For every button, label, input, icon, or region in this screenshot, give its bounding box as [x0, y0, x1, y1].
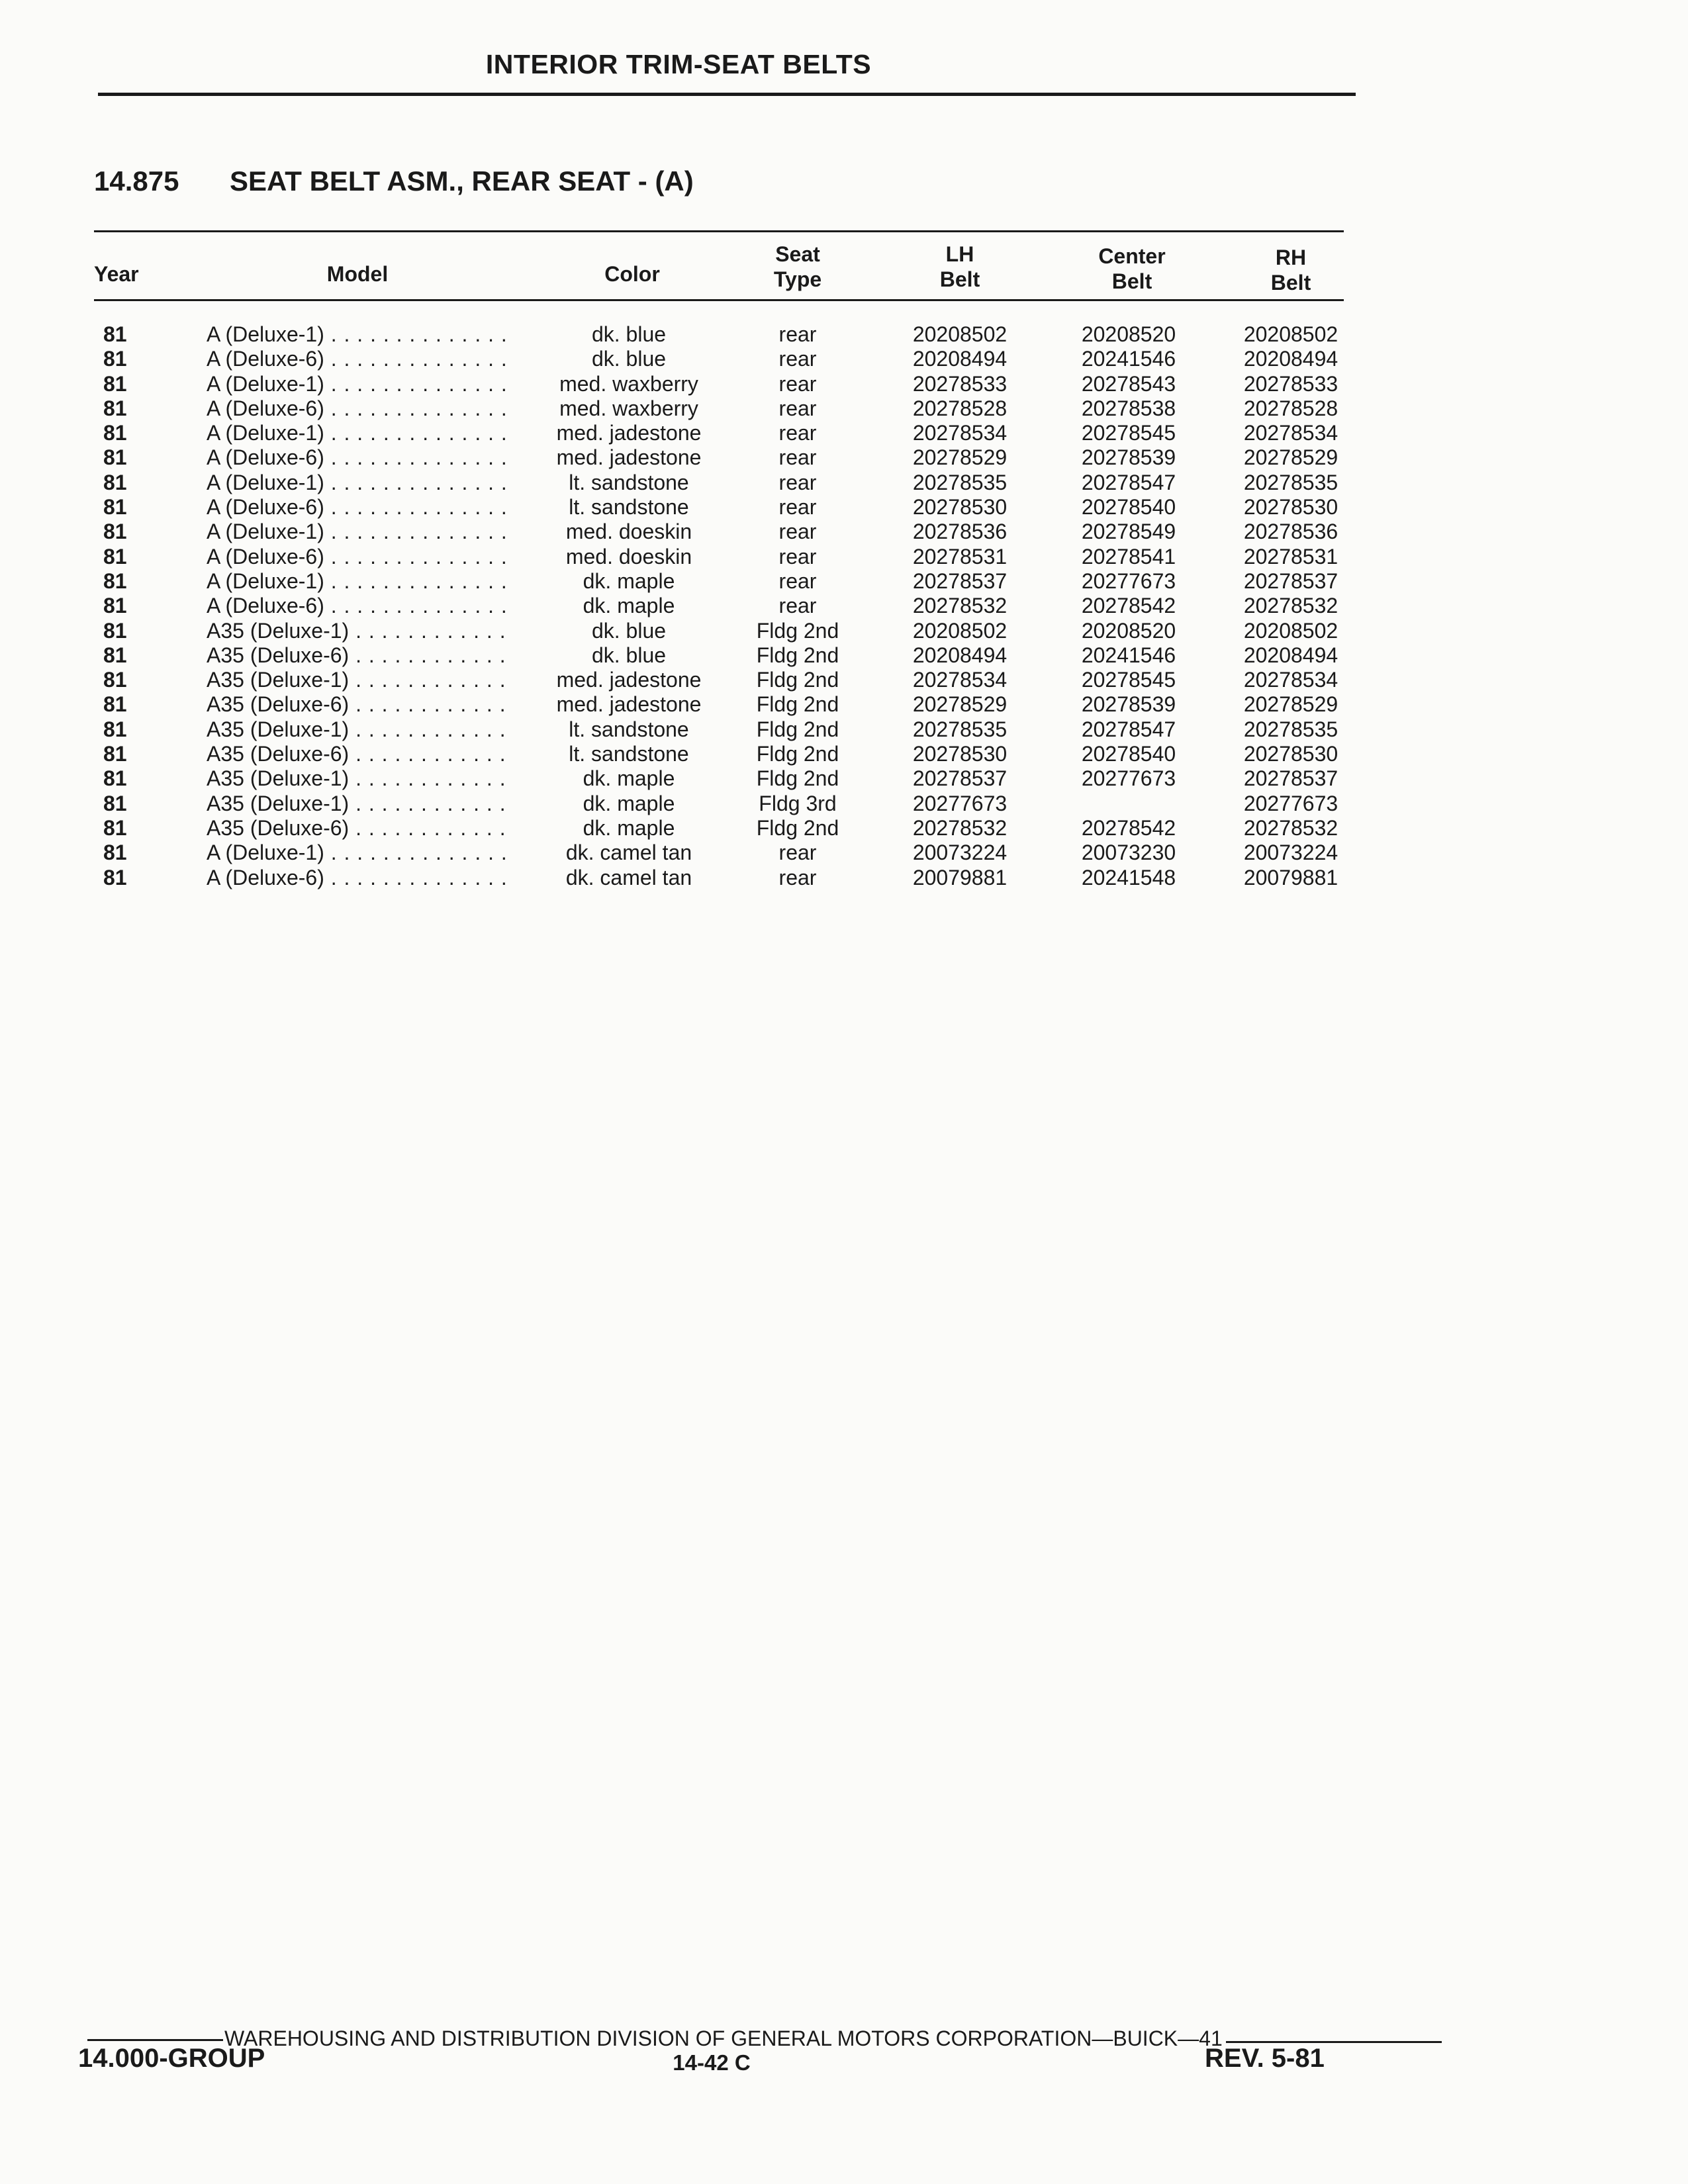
cell-lh-belt: 20208494: [912, 643, 1008, 667]
cell-lh-belt: 20277673: [912, 791, 1008, 815]
cell-rh-belt: 20278529: [1243, 692, 1338, 717]
cell-center-belt: 20278539: [1081, 445, 1176, 470]
cell-color: dk. blue: [591, 322, 667, 346]
cell-model: A (Deluxe-1) . . .: [207, 322, 511, 347]
table-row: [0, 322, 1688, 347]
cell-rh-belt: 20278529: [1243, 445, 1338, 470]
cell-center-belt: 20278542: [1081, 815, 1176, 840]
table-row: [0, 792, 1688, 816]
section-name: SEAT BELT ASM., REAR SEAT - (A): [230, 165, 694, 197]
cell-year: 81: [103, 569, 127, 593]
cell-model: A35 (Deluxe-6) . . .: [207, 643, 511, 668]
cell-model: A (Deluxe-6) . . .: [207, 594, 511, 618]
cell-year: 81: [103, 445, 127, 470]
cell-rh-belt: 20079881: [1243, 865, 1338, 889]
page-header: INTERIOR TRIM-SEAT BELTS: [485, 49, 872, 79]
table-row: [0, 841, 1688, 865]
cell-center-belt: 20241546: [1081, 347, 1176, 371]
cell-model: A (Deluxe-1) . . .: [207, 520, 511, 544]
col-header-color-label: Color: [604, 262, 660, 286]
cell-rh-belt: 20278528: [1243, 396, 1338, 420]
cell-lh-belt: 20278532: [912, 815, 1008, 840]
cell-rh-belt: 20278534: [1243, 668, 1338, 692]
footer-division: WAREHOUSING AND DISTRIBUTION DIVISION OF GENERAL MOTORS CORPORATION—BUICK—41: [224, 2026, 1223, 2050]
cell-model: A (Deluxe-6) . . .: [207, 545, 511, 569]
cell-center-belt: 20277673: [1081, 766, 1176, 791]
cell-lh-belt: 20278531: [912, 544, 1008, 569]
cell-seat-type: Fldg 2nd: [756, 643, 839, 667]
footer-dash-left: [87, 2039, 223, 2041]
cell-lh-belt: 20278533: [912, 371, 1008, 396]
cell-seat-type: rear: [778, 865, 817, 889]
col-header-color: [549, 261, 715, 287]
cell-seat-type: rear: [778, 347, 817, 371]
cell-center-belt: 20278543: [1081, 371, 1176, 396]
cell-rh-belt: 20278530: [1243, 742, 1338, 766]
col-header-model-label: Model: [326, 262, 389, 286]
cell-color: dk. maple: [583, 815, 675, 840]
section-title: [94, 165, 694, 197]
cell-model: A (Deluxe-1) . . .: [207, 372, 511, 396]
cell-color: lt. sandstone: [569, 717, 689, 741]
cell-rh-belt: 20208502: [1243, 322, 1338, 346]
table-row: [0, 471, 1688, 495]
cell-center-belt: 20278542: [1081, 594, 1176, 618]
table-row: [0, 643, 1688, 668]
cell-rh-belt: 20278532: [1243, 815, 1338, 840]
cell-lh-belt: 20278536: [912, 520, 1008, 544]
cell-lh-belt: 20073224: [912, 841, 1008, 865]
cell-model: A (Deluxe-6) . . .: [207, 445, 511, 470]
col-header-rh-belt: [1244, 245, 1337, 295]
cell-color: dk. camel tan: [565, 865, 692, 889]
table-row: [0, 766, 1688, 791]
cell-lh-belt: 20278537: [912, 766, 1008, 791]
cell-model: A (Deluxe-6) . . .: [207, 347, 511, 371]
cell-year: 81: [103, 470, 127, 494]
col-header-center-line2: Belt: [1111, 269, 1152, 293]
cell-color: med. jadestone: [556, 445, 702, 470]
cell-lh-belt: 20278532: [912, 594, 1008, 618]
cell-lh-belt: 20278528: [912, 396, 1008, 420]
cell-lh-belt: 20278529: [912, 445, 1008, 470]
cell-seat-type: Fldg 2nd: [756, 766, 839, 791]
cell-year: 81: [103, 618, 127, 643]
cell-year: 81: [103, 865, 127, 889]
cell-year: 81: [103, 371, 127, 396]
section-number: 14.875: [94, 165, 179, 197]
header-rule: [98, 93, 1356, 96]
cell-center-belt: 20278545: [1081, 668, 1176, 692]
cell-rh-belt: 20208494: [1243, 347, 1338, 371]
cell-lh-belt: 20278534: [912, 668, 1008, 692]
cell-rh-belt: 20278535: [1243, 470, 1338, 494]
table-row: [0, 545, 1688, 569]
cell-seat-type: rear: [778, 445, 817, 470]
table-row: [0, 668, 1688, 692]
table-top-rule: [94, 230, 1344, 232]
cell-seat-type: Fldg 2nd: [756, 742, 839, 766]
cell-seat-type: Fldg 2nd: [756, 815, 839, 840]
cell-seat-type: Fldg 2nd: [756, 668, 839, 692]
cell-center-belt: 20278540: [1081, 495, 1176, 520]
col-header-rh-line1: RH: [1275, 246, 1307, 269]
cell-seat-type: rear: [778, 371, 817, 396]
cell-center-belt: 20073230: [1081, 841, 1176, 865]
cell-year: 81: [103, 322, 127, 346]
table-row: [0, 619, 1688, 643]
cell-year: 81: [103, 594, 127, 618]
cell-year: 81: [103, 668, 127, 692]
cell-lh-belt: 20278537: [912, 569, 1008, 593]
cell-lh-belt: 20079881: [912, 865, 1008, 889]
cell-seat-type: Fldg 3rd: [759, 791, 837, 815]
cell-center-belt: 20278539: [1081, 692, 1176, 717]
cell-model: A35 (Deluxe-6) . . .: [207, 692, 511, 717]
cell-year: 81: [103, 692, 127, 717]
cell-center-belt: 20208520: [1081, 322, 1176, 346]
footer-division-line: [87, 2026, 1358, 2053]
cell-seat-type: rear: [778, 470, 817, 494]
cell-model: A (Deluxe-1) . . .: [207, 471, 511, 495]
cell-year: 81: [103, 815, 127, 840]
cell-year: 81: [103, 643, 127, 667]
cell-center-belt: 20278541: [1081, 544, 1176, 569]
table-row: [0, 445, 1688, 470]
col-header-lh-belt: [914, 242, 1006, 292]
cell-model: A35 (Deluxe-1) . . .: [207, 766, 511, 791]
cell-model: A (Deluxe-6) . . .: [207, 495, 511, 520]
col-header-seat-line1: Seat: [775, 242, 820, 266]
cell-rh-belt: 20278533: [1243, 371, 1338, 396]
cell-seat-type: Fldg 2nd: [756, 618, 839, 643]
cell-year: 81: [103, 544, 127, 569]
cell-rh-belt: 20208502: [1243, 618, 1338, 643]
cell-color: lt. sandstone: [569, 470, 689, 494]
parts-table-body: [0, 322, 1688, 890]
cell-seat-type: rear: [778, 322, 817, 346]
cell-model: A (Deluxe-6) . . .: [207, 866, 511, 890]
cell-color: dk. camel tan: [565, 841, 692, 865]
table-row: [0, 816, 1688, 841]
cell-model: A (Deluxe-1) . . .: [207, 841, 511, 865]
cell-seat-type: rear: [778, 495, 817, 520]
cell-rh-belt: 20277673: [1243, 791, 1338, 815]
cell-seat-type: rear: [778, 569, 817, 593]
cell-year: 81: [103, 421, 127, 445]
cell-lh-belt: 20278534: [912, 421, 1008, 445]
cell-model: A35 (Deluxe-6) . . .: [207, 742, 511, 766]
footer-dash-right: [1226, 2041, 1442, 2043]
table-row: [0, 347, 1688, 371]
footer-revision: REV. 5-81: [1205, 2044, 1325, 2073]
cell-rh-belt: 20278531: [1243, 544, 1338, 569]
cell-model: A (Deluxe-1) . . .: [207, 569, 511, 594]
table-row: [0, 520, 1688, 544]
cell-color: dk. maple: [583, 569, 675, 593]
cell-seat-type: Fldg 2nd: [756, 717, 839, 741]
cell-model: A (Deluxe-6) . . .: [207, 396, 511, 421]
cell-lh-belt: 20278529: [912, 692, 1008, 717]
cell-rh-belt: 20278530: [1243, 495, 1338, 520]
cell-rh-belt: 20073224: [1243, 841, 1338, 865]
table-row: [0, 866, 1688, 890]
col-header-year: [94, 261, 139, 287]
cell-lh-belt: 20278535: [912, 470, 1008, 494]
cell-color: dk. maple: [583, 791, 675, 815]
cell-rh-belt: 20278536: [1243, 520, 1338, 544]
cell-lh-belt: 20208502: [912, 618, 1008, 643]
cell-year: 81: [103, 495, 127, 520]
cell-model: A35 (Deluxe-6) . . .: [207, 816, 511, 841]
col-header-seat-line2: Type: [773, 267, 822, 291]
col-header-center-belt: [1072, 244, 1192, 294]
cell-center-belt: 20277673: [1081, 569, 1176, 593]
col-header-year-label: Year: [94, 262, 139, 286]
cell-color: dk. blue: [591, 618, 667, 643]
cell-color: med. doeskin: [565, 520, 692, 544]
cell-year: 81: [103, 717, 127, 741]
table-row: [0, 495, 1688, 520]
col-header-model: [265, 261, 450, 287]
cell-model: A (Deluxe-1) . . .: [207, 421, 511, 445]
cell-year: 81: [103, 347, 127, 371]
cell-model: A35 (Deluxe-1) . . .: [207, 668, 511, 692]
table-row: [0, 396, 1688, 421]
cell-color: dk. maple: [583, 594, 675, 618]
cell-rh-belt: 20278537: [1243, 766, 1338, 791]
cell-model: A35 (Deluxe-1) . . .: [207, 792, 511, 816]
cell-color: med. jadestone: [556, 692, 702, 717]
cell-center-belt: 20278547: [1081, 470, 1176, 494]
cell-color: dk. maple: [583, 766, 675, 791]
cell-color: med. doeskin: [565, 544, 692, 569]
table-row: [0, 692, 1688, 717]
cell-color: dk. blue: [591, 643, 667, 667]
footer-page-number: 14-42 C: [673, 2050, 751, 2075]
cell-center-belt: 20278538: [1081, 396, 1176, 420]
cell-center-belt: 20241548: [1081, 865, 1176, 889]
cell-lh-belt: 20278530: [912, 495, 1008, 520]
cell-year: 81: [103, 766, 127, 791]
cell-seat-type: rear: [778, 841, 817, 865]
cell-color: med. jadestone: [556, 668, 702, 692]
cell-color: med. waxberry: [559, 396, 698, 420]
cell-year: 81: [103, 791, 127, 815]
cell-model: A35 (Deluxe-1) . . .: [207, 619, 511, 643]
footer-group: 14.000-GROUP: [78, 2044, 265, 2073]
cell-center-belt: 20241546: [1081, 643, 1176, 667]
col-header-lh-line1: LH: [945, 242, 974, 266]
cell-model: A35 (Deluxe-1) . . .: [207, 717, 511, 742]
table-row: [0, 717, 1688, 742]
cell-color: med. jadestone: [556, 421, 702, 445]
col-header-center-line1: Center: [1098, 244, 1166, 268]
cell-year: 81: [103, 520, 127, 544]
cell-seat-type: rear: [778, 544, 817, 569]
cell-rh-belt: 20208494: [1243, 643, 1338, 667]
cell-rh-belt: 20278537: [1243, 569, 1338, 593]
table-row: [0, 594, 1688, 618]
cell-lh-belt: 20278535: [912, 717, 1008, 741]
table-row: [0, 569, 1688, 594]
cell-seat-type: rear: [778, 396, 817, 420]
col-header-seat-type: [755, 242, 841, 292]
cell-center-belt: 20278540: [1081, 742, 1176, 766]
cell-color: dk. blue: [591, 347, 667, 371]
table-row: [0, 742, 1688, 766]
cell-rh-belt: 20278534: [1243, 421, 1338, 445]
cell-seat-type: rear: [778, 421, 817, 445]
cell-color: lt. sandstone: [569, 495, 689, 520]
cell-rh-belt: 20278532: [1243, 594, 1338, 618]
table-row: [0, 372, 1688, 396]
cell-seat-type: rear: [778, 520, 817, 544]
cell-lh-belt: 20278530: [912, 742, 1008, 766]
cell-seat-type: Fldg 2nd: [756, 692, 839, 717]
cell-year: 81: [103, 396, 127, 420]
cell-center-belt: 20208520: [1081, 618, 1176, 643]
cell-year: 81: [103, 742, 127, 766]
cell-center-belt: 20278547: [1081, 717, 1176, 741]
cell-year: 81: [103, 841, 127, 865]
cell-rh-belt: 20278535: [1243, 717, 1338, 741]
cell-lh-belt: 20208502: [912, 322, 1008, 346]
table-header-rule: [94, 299, 1344, 301]
cell-lh-belt: 20208494: [912, 347, 1008, 371]
col-header-lh-line2: Belt: [939, 267, 980, 291]
cell-center-belt: 20278545: [1081, 421, 1176, 445]
cell-color: lt. sandstone: [569, 742, 689, 766]
table-row: [0, 421, 1688, 445]
col-header-rh-line2: Belt: [1270, 271, 1311, 295]
cell-color: med. waxberry: [559, 371, 698, 396]
cell-seat-type: rear: [778, 594, 817, 618]
cell-center-belt: 20278549: [1081, 520, 1176, 544]
